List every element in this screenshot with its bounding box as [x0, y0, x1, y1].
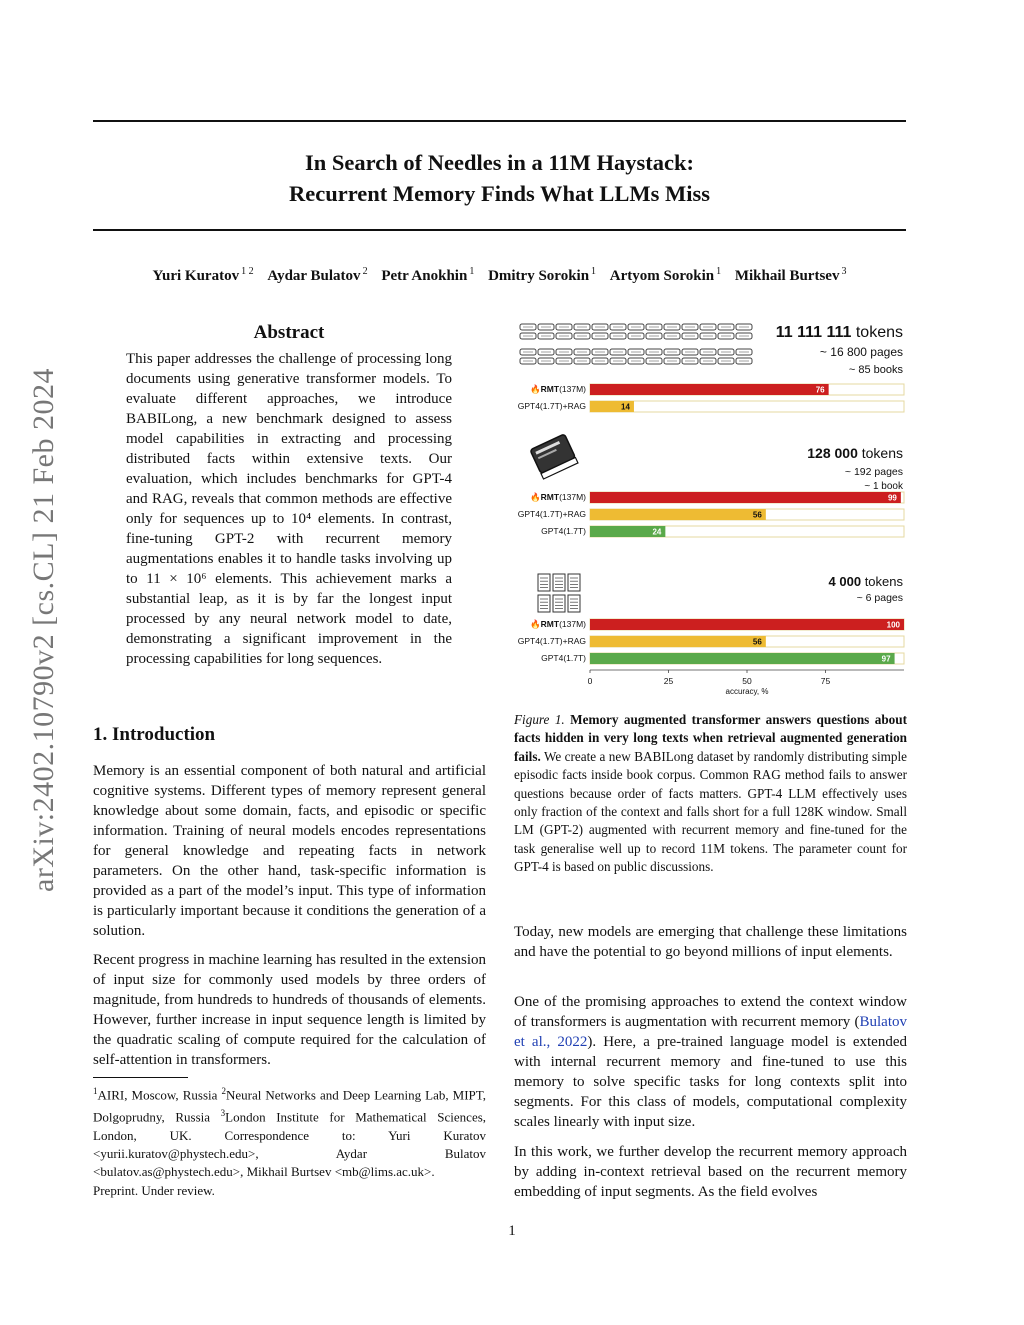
author-list — [93, 266, 906, 285]
abstract-body: This paper addresses the challenge of processing long documents using generative transformer models. To evaluate different approaches, we introduce BABILong, a new benchmark designed to assess model capabilities in extracting and processing distributed facts within extensive texts. Our evaluation, which includes benchmarks for GPT-4 and RAG, reveals that common methods are effective only for sequences up to 10⁴ elements. In contrast, fine-tuning GPT-2 with recurrent memory augmentations enables it to handle tasks involving up to 11 × 10⁶ elements. This achievement marks a substantial leap, as it is by far the longest input processed by any neural network model to date, demonstrating a significant improvement in the processing capabilities for long sequences. — [126, 351, 452, 667]
bar — [590, 653, 895, 664]
bar-value-label: 14 — [621, 402, 630, 412]
title-line-1: In Search of Needles in a 11M Haystack: — [305, 150, 694, 175]
x-tick-label: 0 — [587, 676, 593, 686]
book-count-label: ~ 85 books — [848, 364, 903, 376]
bar-label: GPT4(1.7T) — [541, 526, 586, 536]
x-tick-label: 25 — [663, 676, 674, 686]
pages-icon — [538, 574, 580, 612]
token-count-label: 11 111 111 tokens — [775, 324, 903, 341]
bar-track — [590, 401, 904, 412]
citation-link[interactable]: Bulatov et al., 2022 — [514, 1014, 907, 1050]
figure-1-chart — [508, 318, 908, 700]
author: Dmitry Sorokin $^1$ — [488, 266, 597, 284]
bar-value-label: 100 — [886, 620, 900, 630]
title-line-2: Recurrent Memory Finds What LLMs Miss — [288, 181, 710, 206]
author: Yuri Kuratov $^{1 2}$ — [152, 266, 254, 284]
paper-title — [93, 147, 906, 209]
x-tick-label: 50 — [742, 676, 752, 686]
author: Aydar Bulatov $^2$ — [267, 266, 368, 284]
bar-value-label: 76 — [815, 385, 825, 395]
page-count-label: ~ 16 800 pages — [819, 345, 903, 359]
bar-label: GPT4(1.7T) — [541, 653, 586, 663]
bar — [590, 636, 766, 647]
bar-label: GPT4(1.7T)+RAG — [517, 509, 586, 519]
intro-paragraph-1: Memory is an essential component of both natural and artificial cognitive systems. Different types of memory represent general knowledge about some domain, facts, and episodic or specific information. Training of neural models encodes representations for general knowledge and repeating facts in network parameters. On the other hand, task-specific information is provided as a part of the model’s input. This type of information is particularly important because it conditions the generation of a solution. — [93, 763, 486, 939]
bar — [590, 492, 901, 503]
bar-label: 🔥RMT(137M) — [530, 384, 586, 394]
bar-label: GPT4(1.7T)+RAG — [517, 636, 586, 646]
x-tick-label: 75 — [820, 676, 831, 686]
section-heading-introduction: 1. Introduction — [93, 724, 216, 745]
page-count-label: ~ 6 pages — [856, 592, 903, 604]
bar-value-label: 97 — [881, 654, 891, 664]
bar-label: 🔥RMT(137M) — [530, 619, 586, 629]
right-paragraph-1: Today, new models are emerging that challenge these limitations and have the potential to go beyond millions of input elements. — [514, 924, 907, 960]
bar-value-label: 56 — [752, 637, 762, 647]
right-paragraph-2: One of the promising approaches to extend the context window of transformers is augmentation with recurrent memory (Bulatov et al., 2022). Here, a pre-trained language model is extended with internal recurrent memory and fine-tuned to use this memory to solve specific tasks for long contexts split into segments. For this class of models, computational complexity scales linearly with input size. — [514, 994, 907, 1130]
bar — [590, 619, 904, 630]
bar — [590, 509, 766, 520]
book-icon — [530, 434, 578, 479]
bar — [590, 384, 829, 395]
author: Mikhail Burtsev $^3$ — [734, 266, 847, 284]
right-paragraph-3: In this work, we further develop the recurrent memory approach by adding in-context retrieval based on the recurrent memory embedding of input segments. As the field evolves — [514, 1144, 907, 1200]
author: Artyom Sorokin $^1$ — [609, 266, 722, 284]
title-top-rule — [93, 120, 906, 122]
author: Petr Anokhin $^1$ — [381, 266, 475, 284]
bar-value-label: 56 — [752, 510, 762, 520]
token-count-label: 128 000 tokens — [807, 445, 903, 461]
books-stack-icon — [520, 324, 752, 364]
page-number: 1 — [508, 1223, 516, 1239]
title-bottom-rule — [93, 229, 906, 231]
arxiv-identifier: arXiv:2402.10790v2 [cs.CL] 21 Feb 2024 — [27, 368, 60, 892]
abstract-heading: Abstract — [253, 322, 325, 343]
preprint-notice: Preprint. Under review. — [93, 1183, 215, 1198]
bar-value-label: 99 — [887, 493, 897, 503]
bar-label: 🔥RMT(137M) — [530, 492, 586, 502]
page-count-label: ~ 192 pages — [844, 466, 903, 478]
footnote-rule — [93, 1077, 188, 1078]
x-axis-label: accuracy, % — [725, 687, 769, 696]
footnote-affiliations: $^1$AIRI, Moscow, Russia $^2$Neural Networks and Deep Learning Lab, MIPT, Dolgoprudny, Russia $^3$London Institute for Mathematical Sciences, London, UK. Correspondence to: Yuri Kuratov <yurii.kuratov@phystech.edu>, Aydar Bulatov <bulatov.as@phystech.edu>, Mikhail Burtsev <mb@lims.ac.uk>. — [93, 1086, 487, 1179]
token-count-label: 4 000 tokens — [828, 574, 903, 589]
book-count-label: ~ 1 book — [864, 481, 903, 492]
bar-label: GPT4(1.7T)+RAG — [517, 401, 586, 411]
figure-1-caption: Figure 1. Memory augmented transformer answers questions about facts hidden in very long texts when retrieval augmented generation fails. We create a new BABILong dataset by randomly distributing simple episodic facts inside book corpus. Common RAG method fails to answer questions because order of facts matters. GPT-4 LLM effectively uses only fraction of the context and falls short for a full 128K window. Small LM (GPT-2) augmented with recurrent memory and fine-tuned for the task generalise well up to record 11M tokens. The parameter count for GPT-4 is based on public discussions. — [514, 712, 908, 875]
intro-paragraph-2: Recent progress in machine learning has resulted in the extension of input size for commonly used models by three orders of magnitude, from hundreds to hundreds of thousands of elements. However, further increase in input sequence length is limited by the quadratic scaling of compute required for the calculation of self-attention in transformers. — [93, 952, 486, 1068]
bar-value-label: 24 — [652, 527, 662, 537]
